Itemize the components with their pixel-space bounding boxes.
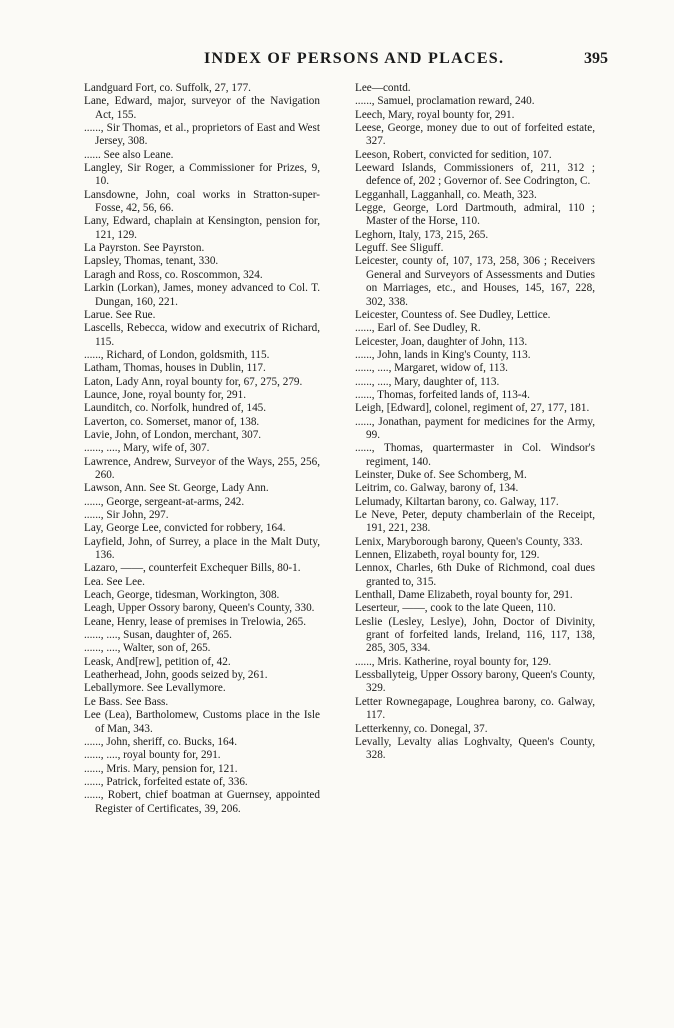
index-entry: [84, 562, 320, 575]
index-entry-text: Lapsley, Thomas, tenant, 330.: [84, 255, 219, 268]
index-entry-text: Leeward Islands, Commissioners of, 211, 312 ; defence of, 202 ; Governor of. See Codrington, C.: [355, 162, 598, 188]
index-entry-text: Lennox, Charles, 6th Duke of Richmond, coal dues granted to, 315.: [355, 562, 598, 588]
index-entry-text: ......, Sir John, 297.: [84, 509, 169, 521]
index-entry: [84, 602, 320, 615]
index-entry: [84, 776, 320, 789]
index-entry: [355, 735, 598, 763]
index-entry: [84, 242, 320, 255]
index-entry: [355, 389, 595, 402]
index-entry: [355, 509, 598, 536]
index-entry-text: Landguard Fort, co. Suffolk, 27, 177.: [84, 82, 251, 94]
index-entry: [84, 95, 323, 122]
index-entry: [84, 402, 320, 415]
index-entry-text: Latham, Thomas, houses in Dublin, 117.: [84, 362, 266, 375]
index-entry: [355, 549, 595, 562]
index-entry-text: Leicester, county of, 107, 173, 258, 306 ; Receivers General and Surveyors of Assessments and Duties on Marriages, etc., and Houses, 145, 167, 228, 302, 338.: [355, 255, 598, 308]
index-entry-text: ......, Mris. Katherine, royal bounty for, 129.: [355, 655, 552, 668]
index-entry-text: ......, Jonathan, payment for medicines for the Army, 99.: [355, 415, 598, 441]
index-entry-text: ......, Richard, of London, goldsmith, 115.: [84, 348, 270, 361]
index-entry-text: ......, Thomas, forfeited lands of, 113-4.: [355, 388, 530, 401]
index-entry: [84, 82, 320, 95]
index-entry: [84, 269, 320, 282]
index-entry-text: Letter Rownegapage, Loughrea barony, co. Galway, 117.: [355, 695, 598, 722]
index-entry-text: Leserteur, ——, cook to the late Queen, 110.: [355, 602, 556, 615]
index-entry: [355, 189, 595, 202]
index-entry-text: ......, Earl of. See Dudley, R.: [355, 322, 481, 335]
index-entry-text: Laverton, co. Somerset, manor of, 138.: [84, 415, 260, 428]
index-entry-text: ......, Patrick, forfeited estate of, 336.: [84, 775, 248, 788]
index-entry-text: Lay, George Lee, convicted for robbery, 164.: [84, 522, 286, 535]
index-entry: [355, 349, 595, 362]
index-entry: [84, 669, 320, 682]
index-entry-text: Leballymore. See Levallymore.: [84, 682, 226, 695]
index-entry: [355, 95, 595, 108]
index-entry: [84, 696, 320, 709]
index-entry-text: ......, ...., Margaret, widow of, 113.: [355, 362, 508, 375]
index-entry: [84, 376, 320, 389]
index-entry-text: ......, ...., Mary, wife of, 307.: [84, 442, 210, 455]
index-entry-text: ......, John, sheriff, co. Bucks, 164.: [84, 735, 237, 748]
index-entry: [84, 763, 320, 776]
index-entry-text: ......, John, lands in King's County, 113.: [355, 348, 531, 361]
index-entry: [84, 215, 323, 242]
index-entry-text: Leinster, Duke of. See Schomberg, M.: [355, 468, 527, 481]
index-entry: [355, 469, 595, 482]
index-entry: [84, 642, 320, 655]
index-entry: [84, 589, 320, 602]
index-entry: [355, 202, 598, 229]
index-entry-text: Launce, Jone, royal bounty for, 291.: [84, 388, 247, 401]
index-entry-text: Lany, Edward, chaplain at Kensington, pension for, 121, 129.: [84, 215, 323, 241]
index-entry: [84, 749, 320, 762]
index-entry-text: ......, Mris. Mary, pension for, 121.: [84, 762, 238, 775]
index-entry: [355, 362, 595, 375]
index-entry-text: Lelumady, Kiltartan barony, co. Galway, 117.: [355, 495, 559, 508]
index-entry-text: Lascells, Rebecca, widow and executrix of Richard, 115.: [84, 322, 323, 348]
index-entry-text: Leigh, [Edward], colonel, regiment of, 27, 177, 181.: [355, 402, 590, 415]
index-entry: [355, 122, 598, 149]
index-entry-text: Letterkenny, co. Donegal, 37.: [355, 722, 488, 735]
index-entry: [355, 336, 595, 349]
index-entry: [84, 322, 323, 349]
index-entry-text: Levally, Levalty alias Loghvalty, Queen's County, 328.: [355, 735, 598, 762]
index-entry: [84, 455, 323, 483]
index-entry-text: Leicester, Countess of. See Dudley, Lettice.: [355, 308, 551, 321]
index-entry-text: Legganhall, Lagganhall, co. Meath, 323.: [355, 188, 537, 201]
index-entry: [355, 322, 595, 335]
index-entry: [355, 669, 598, 696]
index-entry: [355, 562, 598, 589]
index-column-right: [355, 82, 598, 763]
index-entry: [355, 496, 595, 509]
index-entry-text: Le Bass. See Bass.: [84, 695, 169, 708]
index-entry-text: ......, Sir Thomas, et al., proprietors of East and West Jersey, 308.: [84, 122, 323, 148]
index-entry-text: Leeson, Robert, convicted for sedition, 107.: [355, 148, 552, 161]
index-entry-text: Leicester, Joan, daughter of John, 113.: [355, 335, 528, 348]
index-entry: [355, 402, 595, 415]
index-entry-text: Lazaro, ——, counterfeit Exchequer Bills, 80-1.: [84, 562, 301, 575]
index-entry: [84, 349, 320, 362]
index-entry: [84, 656, 320, 669]
index-entry: [84, 429, 320, 442]
index-entry-text: Lea. See Lee.: [84, 575, 145, 588]
index-entry-text: Leguff. See Sliguff.: [355, 242, 444, 255]
index-entry: [84, 282, 323, 309]
index-entry-text: ...... See also Leane.: [84, 148, 174, 161]
index-entry-text: Launditch, co. Norfolk, hundred of, 145.: [84, 402, 267, 415]
index-entry-text: ......, Samuel, proclamation reward, 240.: [355, 95, 535, 108]
index-entry-text: ......, George, sergeant-at-arms, 242.: [84, 495, 245, 508]
index-entry: [355, 442, 598, 469]
index-entry: [84, 442, 320, 455]
index-entry-text: Laton, Lady Ann, royal bounty for, 67, 275, 279.: [84, 375, 303, 388]
index-entry-text: Leane, Henry, lease of premises in Trelowia, 265.: [84, 615, 307, 628]
index-entry: [355, 656, 595, 669]
index-entry: [355, 482, 595, 495]
index-entry-text: ......, Thomas, quartermaster in Col. Windsor's regiment, 140.: [355, 442, 598, 468]
index-entry: [84, 189, 320, 216]
index-entry-text: Larue. See Rue.: [84, 308, 156, 321]
index-entry: [84, 509, 320, 522]
index-entry: [355, 589, 595, 602]
index-entry: [84, 629, 320, 642]
index-entry: [355, 376, 595, 389]
index-entry-text: Lenthall, Dame Elizabeth, royal bounty for, 291.: [355, 589, 573, 602]
index-entry-text: Le Neve, Peter, deputy chamberlain of the Receipt, 191, 221, 238.: [355, 509, 598, 535]
index-entry: [84, 149, 320, 162]
index-entry: [84, 496, 320, 509]
index-entry: [355, 242, 595, 255]
index-entry-text: Lavie, John, of London, merchant, 307.: [84, 428, 262, 441]
index-entry-text: La Payrston. See Payrston.: [84, 242, 205, 255]
index-entry-text: Leese, George, money due to out of forfeited estate, 327.: [355, 122, 598, 148]
index-entry-text: Leitrim, co. Galway, barony of, 134.: [355, 482, 519, 495]
index-column-left: [84, 82, 323, 816]
index-entry: [355, 149, 595, 162]
running-header: [84, 50, 608, 74]
page-number: 395: [584, 50, 608, 67]
index-entry-text: Langley, Sir Roger, a Commissioner for Prizes, 9, 10.: [84, 162, 323, 188]
index-entry: [355, 695, 598, 723]
index-entry-text: Larkin (Lorkan), James, money advanced to Col. T. Dungan, 160, 221.: [84, 282, 323, 308]
index-entry-text: Layfield, John, of Surrey, a place in the Malt Duty, 136.: [84, 535, 323, 562]
index-entry: [84, 255, 320, 268]
index-entry: [355, 723, 595, 736]
index-entry: [84, 736, 320, 749]
index-entry-text: Leech, Mary, royal bounty for, 291.: [355, 108, 515, 121]
index-entry-text: Lawson, Ann. See St. George, Lady Ann.: [84, 482, 269, 495]
index-entry: [355, 536, 595, 549]
index-entry-text: Lawrence, Andrew, Surveyor of the Ways, 255, 256, 260.: [84, 455, 323, 481]
index-entry: [84, 616, 320, 629]
index-entry: [355, 109, 595, 122]
index-entry-text: ......, ...., Susan, daughter of, 265.: [84, 629, 232, 642]
index-entry: [355, 602, 595, 615]
index-entry-text: Legge, George, Lord Dartmouth, admiral, 110 ; Master of the Horse, 110.: [355, 202, 598, 228]
index-entry: [84, 709, 323, 736]
index-entry: [84, 416, 320, 429]
index-entry: [355, 309, 595, 322]
index-entry-text: ......, ...., Walter, son of, 265.: [84, 642, 211, 655]
index-entry-text: Lee—contd.: [355, 82, 411, 94]
index-entry-text: Leghorn, Italy, 173, 215, 265.: [355, 228, 489, 241]
index-entry-text: Lennen, Elizabeth, royal bounty for, 129.: [355, 549, 540, 562]
index-entry: [355, 82, 595, 95]
index-entry-text: Leach, George, tidesman, Workington, 308.: [84, 589, 280, 602]
index-entry-text: Lane, Edward, major, surveyor of the Navigation Act, 155.: [84, 95, 323, 121]
index-entry-text: Lessballyteig, Upper Ossory barony, Queen's County, 329.: [355, 669, 598, 695]
index-entry: [355, 162, 598, 189]
index-entry-text: Lee (Lea), Bartholomew, Customs place in the Isle of Man, 343.: [84, 709, 323, 735]
index-entry-text: ......, ...., Mary, daughter of, 113.: [355, 375, 500, 388]
index-entry: [84, 162, 323, 189]
index-entry-text: Lansdowne, John, coal works in Stratton-super-Fosse, 42, 56, 66.: [84, 188, 320, 215]
index-entry: [84, 389, 320, 402]
index-entry-text: Leatherhead, John, goods seized by, 261.: [84, 669, 268, 682]
index-entry: [84, 122, 323, 149]
index-entry: [355, 615, 598, 656]
index-entry: [84, 309, 320, 322]
index-entry: [84, 482, 320, 495]
index-entry-text: ......, ...., royal bounty for, 291.: [84, 749, 221, 762]
index-entry: [84, 682, 320, 695]
index-entry: [355, 229, 595, 242]
index-entry-text: ......, Robert, chief boatman at Guernsey, appointed Register of Certificates, 39, 206.: [84, 789, 323, 815]
index-entry: [355, 415, 598, 443]
index-entry-text: Leslie (Lesley, Leslye), John, Doctor of Divinity, grant of forfeited lands, Ireland, 116, 117, 138, 285, 305, 334.: [355, 615, 598, 655]
index-entry-text: Leagh, Upper Ossory barony, Queen's County, 330.: [84, 602, 315, 615]
index-entry: [84, 522, 320, 535]
index-entry-text: Laragh and Ross, co. Roscommon, 324.: [84, 268, 263, 281]
page-title: INDEX OF PERSONS AND PLACES.: [204, 50, 505, 67]
index-entry: [84, 362, 320, 375]
index-entry: [84, 789, 323, 816]
index-entry-text: Lenix, Maryborough barony, Queen's County, 333.: [355, 535, 583, 548]
index-entry: [84, 576, 320, 589]
index-entry: [84, 535, 323, 563]
index-entry: [355, 255, 598, 308]
index-entry-text: Leask, And[rew], petition of, 42.: [84, 655, 231, 668]
